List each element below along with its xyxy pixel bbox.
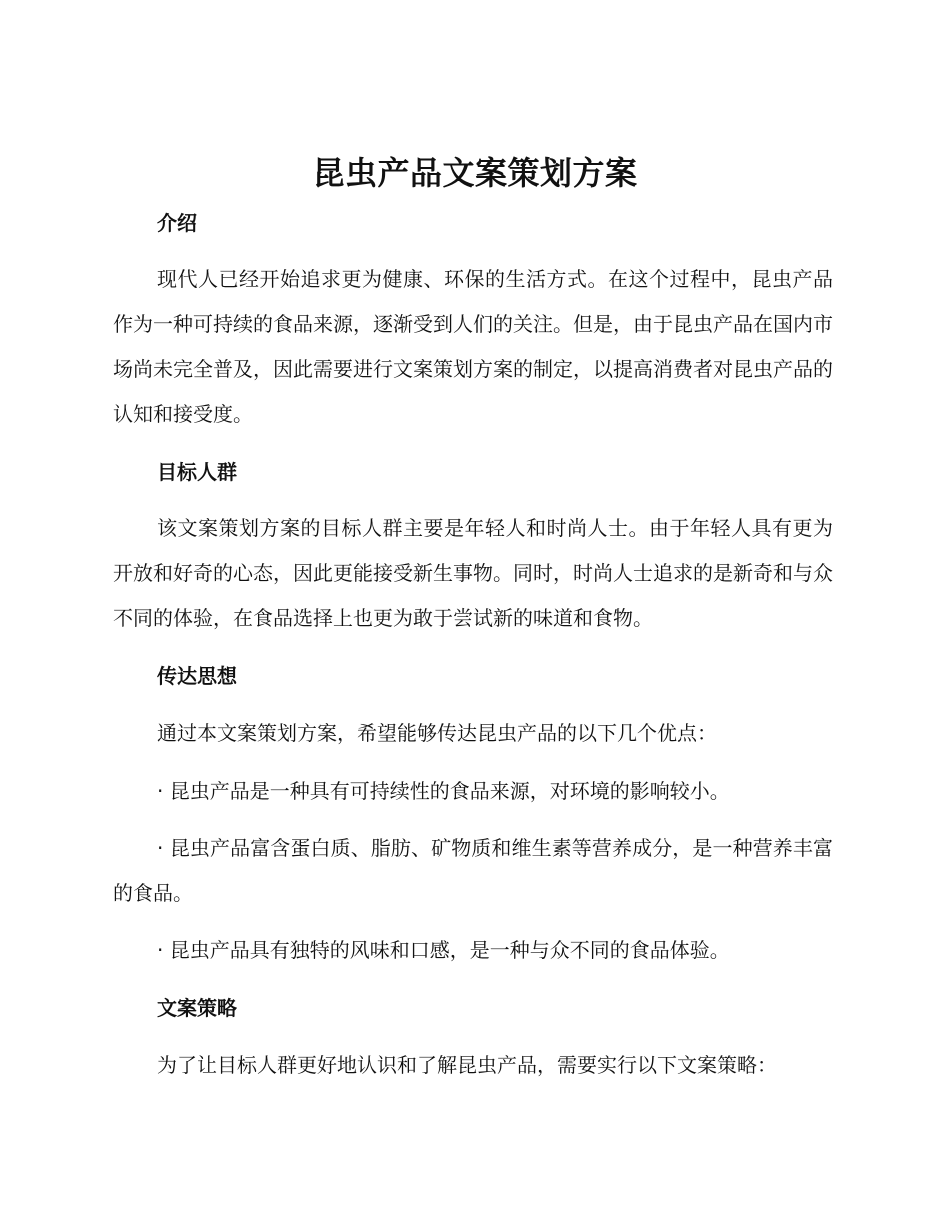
document-title: 昆虫产品文案策划方案 — [312, 154, 638, 192]
message-intro-line: 通过本文案策划方案，希望能够传达昆虫产品的以下几个优点： — [157, 721, 717, 745]
strategy-intro-line: 为了让目标人群更好地认识和了解昆虫产品，需要实行以下文案策略： — [157, 1053, 777, 1077]
heading-message: 传达思想 — [157, 664, 237, 688]
heading-intro: 介绍 — [157, 211, 197, 235]
bullet-item: · 昆虫产品是一种具有可持续性的食品来源，对环境的影响较小。 — [157, 779, 730, 803]
bullet-item: · 昆虫产品富含蛋白质、脂肪、矿物质和维生素等营养成分，是一种营养丰富的食品。 — [113, 836, 833, 905]
bullet-item: · 昆虫产品具有独特的风味和口感，是一种与众不同的食品体验。 — [157, 938, 730, 962]
paragraph-intro: 现代人已经开始追求更为健康、环保的生活方式。在这个过程中，昆虫产品作为一种可持续的食品来源，逐渐受到人们的关注。但是，由于昆虫产品在国内市场尚未完全普及，因此需要进行文案策划方案的制定，以提高消费者对昆虫产品的认知和接受度。 — [113, 267, 833, 426]
paragraph-target-audience: 该文案策划方案的目标人群主要是年轻人和时尚人士。由于年轻人具有更为开放和好奇的心态，因此更能接受新生事物。同时，时尚人士追求的是新奇和与众不同的体验，在食品选择上也更为敢于尝试新的味道和食物。 — [113, 516, 833, 630]
heading-target-audience: 目标人群 — [157, 460, 237, 484]
heading-copy-strategy: 文案策略 — [157, 996, 237, 1020]
